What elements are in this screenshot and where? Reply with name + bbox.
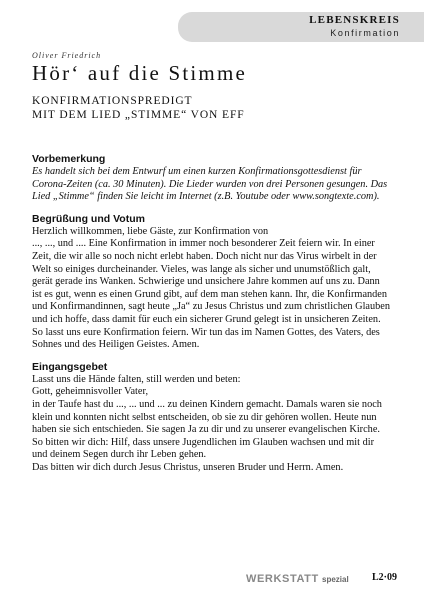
paragraph: ..., ..., und .... Eine Konfirmation in immer noch besonderer Zeit feiern wir. In einer Zeit, die wir alle so noch nicht erlebt haben. Doch nicht nur das Virus wirbelt in der Welt so einiges durcheinander. Vieles, was lange als sicher und unumstößlich galt, gerät gerade ins Wanken. Schwierige und unsichere Jahre kommen auf uns zu. Dann ist es gut, wenn es einen Grund gibt, auf dem man stehen kann. Ihr, die Konfirmanden und Konfirmandinnen, sagt heute „Ja“ zu Jesus Christus und zum christlichen Glauben und ich hoffe, dass damit für euch ein sicherer Grund gelegt ist in unsicheren Zeiten.: [32, 238, 391, 325]
footer-brand-logo: WERKSTATT: [246, 573, 319, 585]
paragraph: Das bitten wir dich durch Jesus Christus, unseren Bruder und Herrn. Amen.: [32, 461, 344, 473]
page-number: L2·09: [372, 572, 398, 583]
subtitle-line-2: MIT DEM LIED „STIMME“ VON EFF: [32, 109, 245, 121]
header-subcategory: Konfirmation: [330, 28, 400, 38]
footer-brand-suffix: spezial: [322, 575, 349, 584]
paragraph: So lasst uns eure Konfirmation feiern. Wir tun das im Namen Gottes, des Vaters, des Sohnes und des Heiligen Geistes. Amen.: [32, 326, 380, 351]
section-begruessung: [32, 213, 392, 352]
subtitle-line-1: KONFIRMATIONSPREDIGT: [32, 95, 193, 107]
section-eingangsgebet: [32, 361, 392, 475]
section-heading: Begrüßung und Votum: [32, 212, 145, 225]
paragraph: Lasst uns die Hände falten, still werden und beten:: [32, 373, 241, 385]
paragraph: Herzlich willkommen, liebe Gäste, zur Konfirmation von: [32, 225, 269, 237]
page-subtitle: [32, 94, 392, 122]
paragraph: Gott, geheimnisvoller Vater,: [32, 386, 149, 398]
header-tab: [178, 12, 424, 42]
page-title: Hör‘ auf die Stimme: [32, 61, 248, 85]
section-text: Es handelt sich bei dem Entwurf um einen kurzen Konfirmationsgottesdienst für Corona-Zeiten (ca. 30 Minuten). Die Lieder wurden von drei Personen gesungen. Das Lied „Stimme“ finden Sie leicht im Internet (z.B. Youtube oder www.songtexte.com).: [32, 166, 388, 203]
section-heading: Eingangsgebet: [32, 360, 108, 373]
header-category: LEBENSKREIS: [309, 14, 400, 26]
paragraph: So bitten wir dich: Hilf, dass unsere Jugendlichen im Glauben wachsen und mit dir und deinem Segen durch ihr Leben gehen.: [32, 436, 375, 461]
section-vorbemerkung: [32, 153, 392, 204]
paragraph: in der Taufe hast du ..., ... und ... zu deinen Kindern gemacht. Damals waren sie noch klein und konnten nicht selbst entscheiden, ob sie zu dir gehören wollen. Heute nun haben sie sich entschieden. Sie sagen Ja zu dir und zu unserer evangelischen Kirche.: [32, 398, 382, 436]
author-name: Oliver Friedrich: [32, 51, 102, 60]
section-heading: Vorbemerkung: [32, 153, 106, 165]
body-content: [32, 153, 392, 483]
